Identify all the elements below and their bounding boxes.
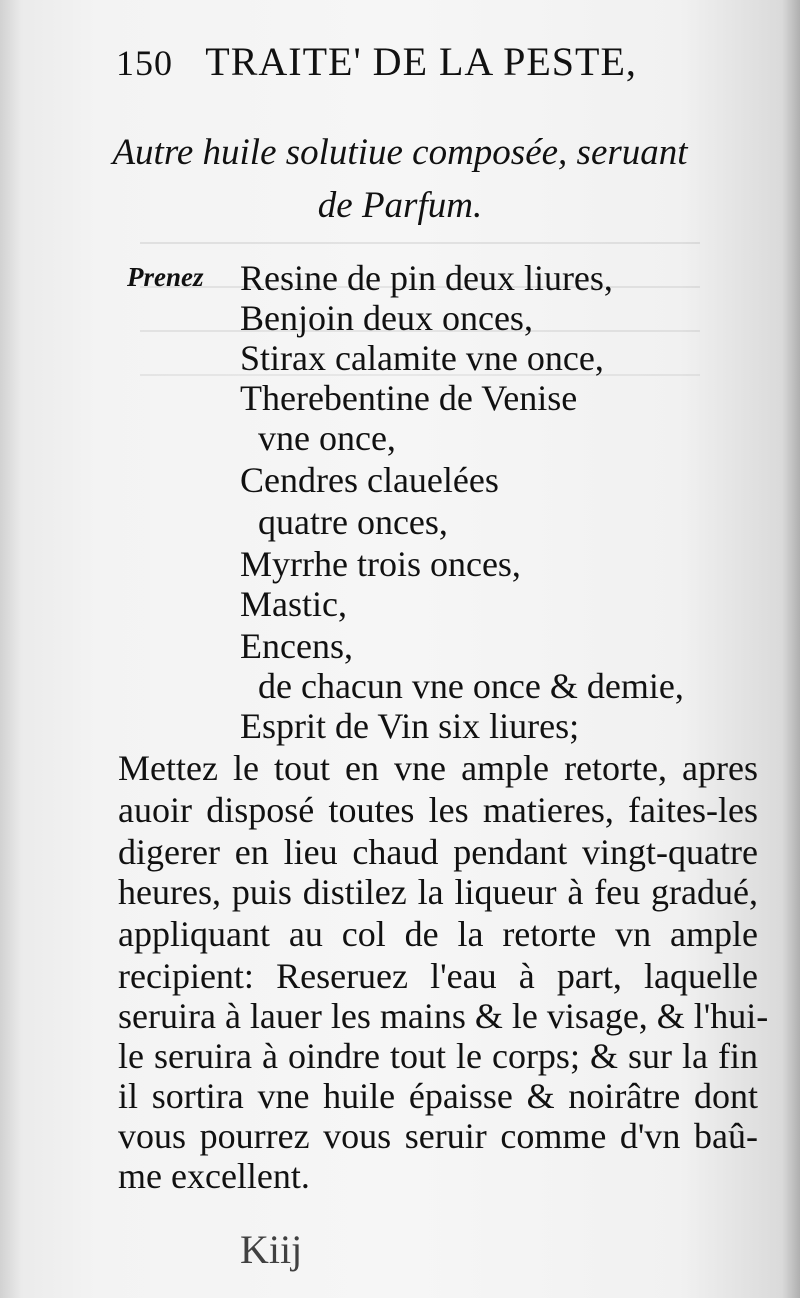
- section-title-line-1: Autre huile solutiue composée, seruant: [112, 132, 688, 173]
- ingredient-line: Esprit de Vin six liures;: [240, 706, 580, 746]
- ingredient-line: Benjoin deux onces,: [240, 298, 533, 338]
- paragraph-line: digerer en lieu chaud pendant vingt-quatre: [118, 832, 758, 872]
- page-gutter-shadow: [0, 0, 22, 1298]
- paragraph-line: me excellent.: [118, 1156, 310, 1196]
- paragraph-line: vous pourrez vous seruir comme d'vn baû-: [118, 1116, 758, 1156]
- section-title-line-2: de Parfum.: [317, 185, 483, 226]
- page-number: 150: [116, 43, 173, 83]
- running-title: TRAITE' DE LA PESTE,: [205, 39, 637, 84]
- prenez-label: Prenez: [127, 262, 204, 292]
- signature-mark: Kiij: [240, 1227, 303, 1272]
- paragraph-line: heures, puis distilez la liqueur à feu gradué,: [118, 872, 758, 912]
- ingredient-line: de chacun vne once & demie,: [258, 666, 684, 706]
- paragraph-line: recipient: Reseruez l'eau à part, laquelle: [118, 956, 758, 996]
- ingredient-line: Therebentine de Venise: [240, 378, 578, 418]
- ingredient-line: quatre onces,: [258, 502, 448, 542]
- ingredient-line: vne once,: [258, 418, 396, 458]
- ingredient-line: Cendres clauelées: [240, 460, 499, 500]
- paragraph-line: le seruira à oindre tout le corps; & sur la fin: [118, 1036, 758, 1076]
- page-edge-shadow: [782, 0, 800, 1298]
- paragraph-line: seruira à lauer les mains & le visage, & l'hui-: [118, 996, 769, 1036]
- ingredient-line: Myrrhe trois onces,: [240, 544, 521, 584]
- ingredient-line: Encens,: [240, 626, 353, 666]
- running-header: [116, 38, 637, 85]
- ingredient-line: Stirax calamite vne once,: [240, 338, 604, 378]
- ingredient-line: Mastic,: [240, 584, 347, 624]
- paragraph-line: Mettez le tout en vne ample retorte, apres: [118, 748, 758, 788]
- paragraph-line: appliquant au col de la retorte vn ample: [118, 914, 758, 954]
- paragraph-line: auoir disposé toutes les matieres, faites-les: [118, 790, 758, 830]
- paragraph-line: il sortira vne huile épaisse & noirâtre dont: [118, 1076, 758, 1116]
- ingredient-line: Resine de pin deux liures,: [240, 258, 613, 298]
